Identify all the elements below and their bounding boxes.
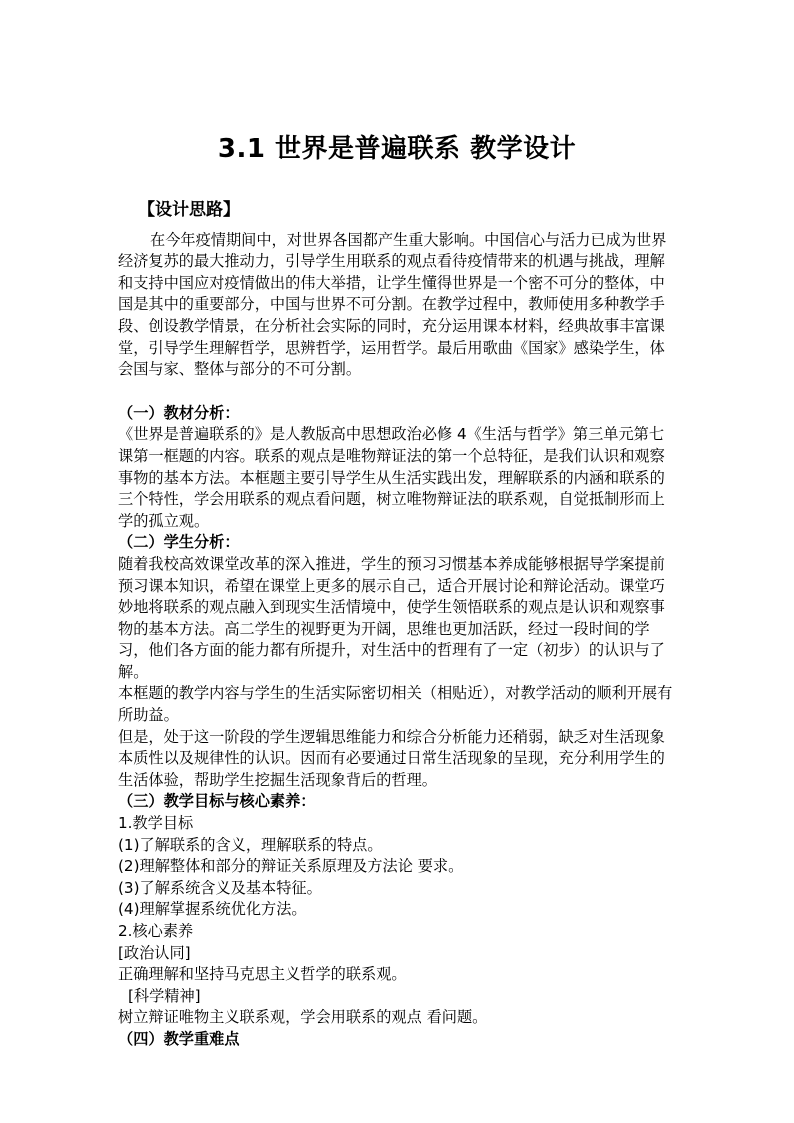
section1-heading: （一）教材分析： bbox=[118, 403, 240, 422]
political-text: 正确理解和坚持马克思主义哲学的联系观。 bbox=[118, 965, 407, 984]
section4-heading: （四）教学重难点 bbox=[118, 1029, 240, 1048]
goal-item: (3)了解系统含义及基本特征。 bbox=[118, 878, 322, 897]
section2-paragraph: 本框题的教学内容与学生的生活实际密切相关（相贴近），对教学活动的顺利开展有所助益。 bbox=[118, 684, 673, 725]
political-label: [政治认同] bbox=[118, 943, 191, 962]
section3-heading: （三）教学目标与核心素养： bbox=[118, 792, 316, 811]
goal-item: (4)理解掌握系统优化方法。 bbox=[118, 900, 307, 919]
section2-paragraph: 随着我校高效课堂改革的深入推进，学生的预习习惯基本养成能够根据导学案提前预习课本知识，希望在课堂上更多的展示自己，适合开展讨论和辩论活动。课堂巧妙地将联系的观点融入到现实生活情境中，使学生领悟联系的观点是认识和观察事物的基本方法。高二学生的视野更为开阔，思维也更加活跃，经过一段时间的学习，他们各方面的能力都有所提升，对生活中的哲理有了一定（初步）的认识与了解。 bbox=[118, 554, 665, 681]
section1-paragraph: 《世界是普遍联系的》是人教版高中思想政治必修 4《生活与哲学》第三单元第七课第一框题的内容。联系的观点是唯物辩证法的第一个总特征，是我们认识和观察事物的基本方法。本框题主要引导学生从生活实践出发，理解联系的内涵和联系的三个特性，学会用联系的观点看问题，树立唯物辩证法的联系观，自觉抵制形而上学的孤立观。 bbox=[118, 425, 665, 530]
design-heading: 【设计思路】 bbox=[138, 200, 240, 220]
science-label: [科学精神] bbox=[128, 986, 201, 1005]
section2-paragraph: 但是，处于这一阶段的学生逻辑思维能力和综合分析能力还稍弱，缺乏对生活现象本质性以及规律性的认识。因而有必要通过日常生活现象的呈现，充分利用学生的生活体验，帮助学生挖掘生活现象背后的哲理。 bbox=[118, 727, 665, 789]
document-title: 3.1 世界是普遍联系 教学设计 bbox=[217, 134, 577, 164]
goal-item: (1)了解联系的含义，理解联系的特点。 bbox=[118, 835, 383, 854]
science-text: 树立辩证唯物主义联系观，学会用联系的观点 看问题。 bbox=[118, 1008, 488, 1027]
goal-item: (2)理解整体和部分的辩证关系原理及方法论 要求。 bbox=[118, 857, 464, 876]
spacer bbox=[118, 381, 678, 403]
section2-heading: （二）学生分析： bbox=[118, 533, 240, 552]
design-paragraph: 在今年疫情期间中，对世界各国都产生重大影响。中国信心与活力已成为世界经济复苏的最大推动力，引导学生用联系的观点看待疫情带来的机遇与挑战，理解和支持中国应对疫情做出的伟大举措，让学生懂得世界是一个密不可分的整体，中国是其中的重要部分，中国与世界不可分割。在教学过程中，教师使用多种教学手段、创设教学情景，在分析社会实际的同时，充分运用课本材料，经典故事丰富课堂，引导学生理解哲学，思辨哲学，运用哲学。最后用歌曲《国家》感染学生，体会国与家、整体与部分的不可分割。 bbox=[118, 230, 667, 379]
goals-title: 1.教学目标 bbox=[118, 814, 194, 833]
literacy-title: 2.核心素养 bbox=[118, 922, 194, 940]
document-body bbox=[118, 200, 678, 1051]
